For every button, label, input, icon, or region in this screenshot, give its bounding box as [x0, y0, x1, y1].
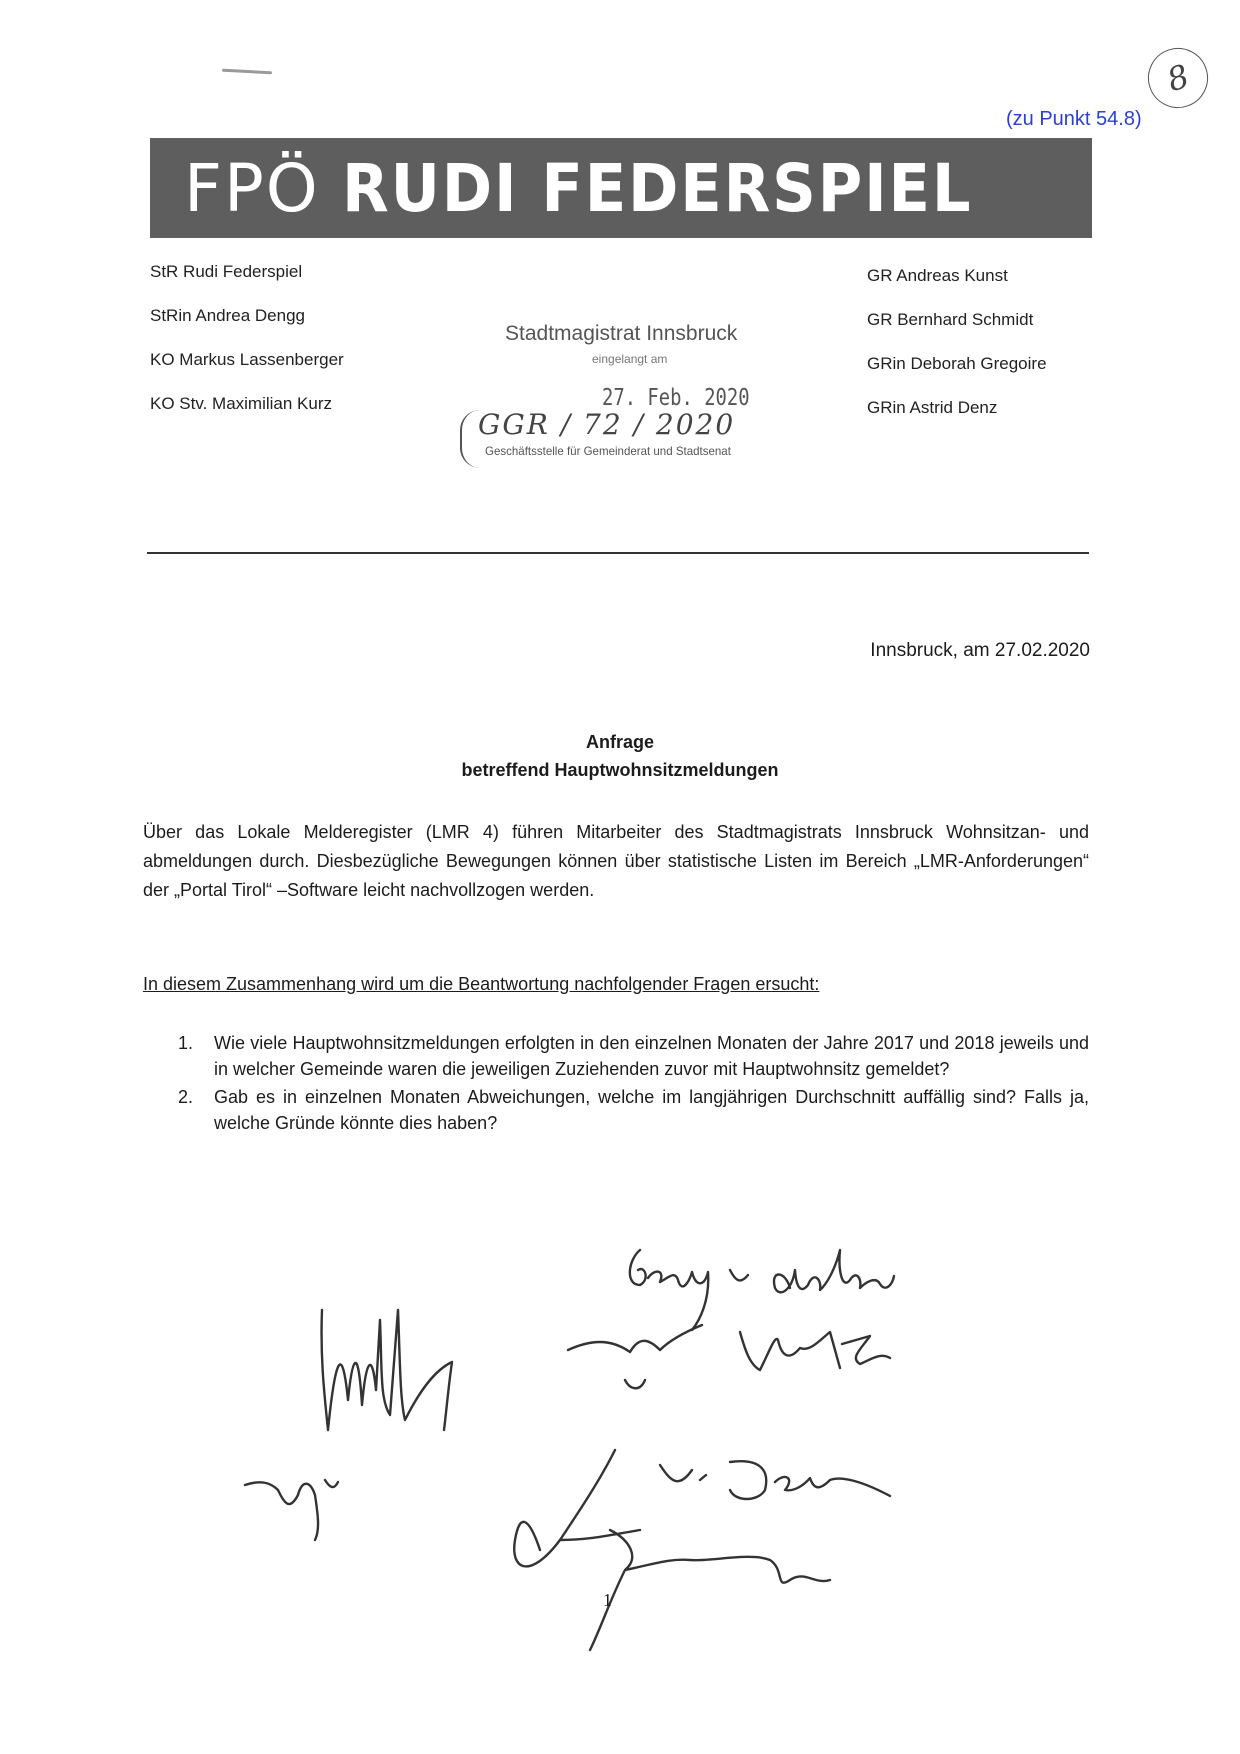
member-name: StR Rudi Federspiel	[150, 262, 303, 281]
signatures-area	[230, 1240, 1030, 1660]
body-paragraph: Über das Lokale Melderegister (LMR 4) führen Mitarbeiter des Stadtmagistrats Innsbruck Wohnsitzan- und abmeldungen durch. Diesbezügliche Bewegungen können über statistische Listen im Bereich „LMR-Anforderungen“ der „Portal Tirol“ –Software leicht nachvollzogen werden.	[143, 822, 1089, 900]
question-number: 1.	[178, 1033, 194, 1053]
members-right-list	[867, 266, 1127, 442]
signature-7	[514, 1450, 640, 1566]
member-name: GRin Astrid Denz	[867, 398, 998, 417]
signature-1	[322, 1310, 452, 1430]
member-name: GR Andreas Kunst	[867, 266, 1008, 285]
signature-4	[568, 1325, 702, 1388]
stamp-authority: Stadtmagistrat Innsbruck	[505, 322, 738, 345]
signature-3	[774, 1250, 894, 1292]
signature-8	[660, 1461, 890, 1499]
banner-name: RUDI FEDERSPIEL	[341, 149, 973, 227]
signature-5	[740, 1332, 890, 1370]
member-name: StRin Andrea Dengg	[150, 306, 305, 325]
member-name: GRin Deborah Gregoire	[867, 354, 1047, 373]
agenda-reference-note: (zu Punkt 54.8)	[1006, 108, 1142, 130]
signature-6	[245, 1480, 338, 1540]
signature-2	[630, 1250, 748, 1330]
place-date: Innsbruck, am 27.02.2020	[870, 640, 1090, 661]
questions-list	[178, 1030, 1089, 1138]
question-number: 2.	[178, 1087, 194, 1107]
stamp-date: 27. Feb. 2020	[602, 385, 750, 411]
title-line-2: betreffend Hauptwohnsitzmeldungen	[461, 760, 779, 780]
receipt-stamp	[452, 312, 797, 472]
questions-intro: In diesem Zusammenhang wird um die Beantwortung nachfolgender Fragen ersucht:	[143, 974, 820, 994]
question-text: Wie viele Hauptwohnsitzmeldungen erfolgten in den einzelnen Monaten der Jahre 2017 und 2018 jeweils und in welcher Gemeinde waren die jeweiligen Zuziehenden zuvor mit Hauptwohnsitz gemeldet?	[214, 1033, 1089, 1079]
member-name: KO Stv. Maximilian Kurz	[150, 394, 333, 413]
members-left-list	[150, 262, 450, 438]
banner-party: FPÖ	[184, 149, 320, 227]
question-item	[178, 1030, 1089, 1082]
member-name: KO Markus Lassenberger	[150, 350, 344, 369]
document-title	[0, 728, 1240, 784]
stamp-office: Geschäftsstelle für Gemeinderat und Stadtsenat	[485, 444, 731, 458]
stamp-received-label: eingelangt am	[592, 352, 668, 366]
title-line-1: Anfrage	[585, 732, 654, 752]
header-divider	[147, 552, 1089, 554]
pen-dash-mark	[222, 69, 272, 75]
page-number: 1	[603, 1590, 612, 1610]
circled-page-number: 8	[1140, 40, 1216, 116]
stamp-file-number: GGR / 72 / 2020	[478, 408, 736, 441]
member-name: GR Bernhard Schmidt	[867, 310, 1034, 329]
party-banner	[150, 138, 1092, 238]
question-item	[178, 1084, 1089, 1136]
question-text: Gab es in einzelnen Monaten Abweichungen, welche im langjährigen Durchschnitt auffällig sind? Falls ja, welche Gründe könnte dies haben?	[214, 1087, 1089, 1133]
signature-9	[590, 1530, 830, 1650]
